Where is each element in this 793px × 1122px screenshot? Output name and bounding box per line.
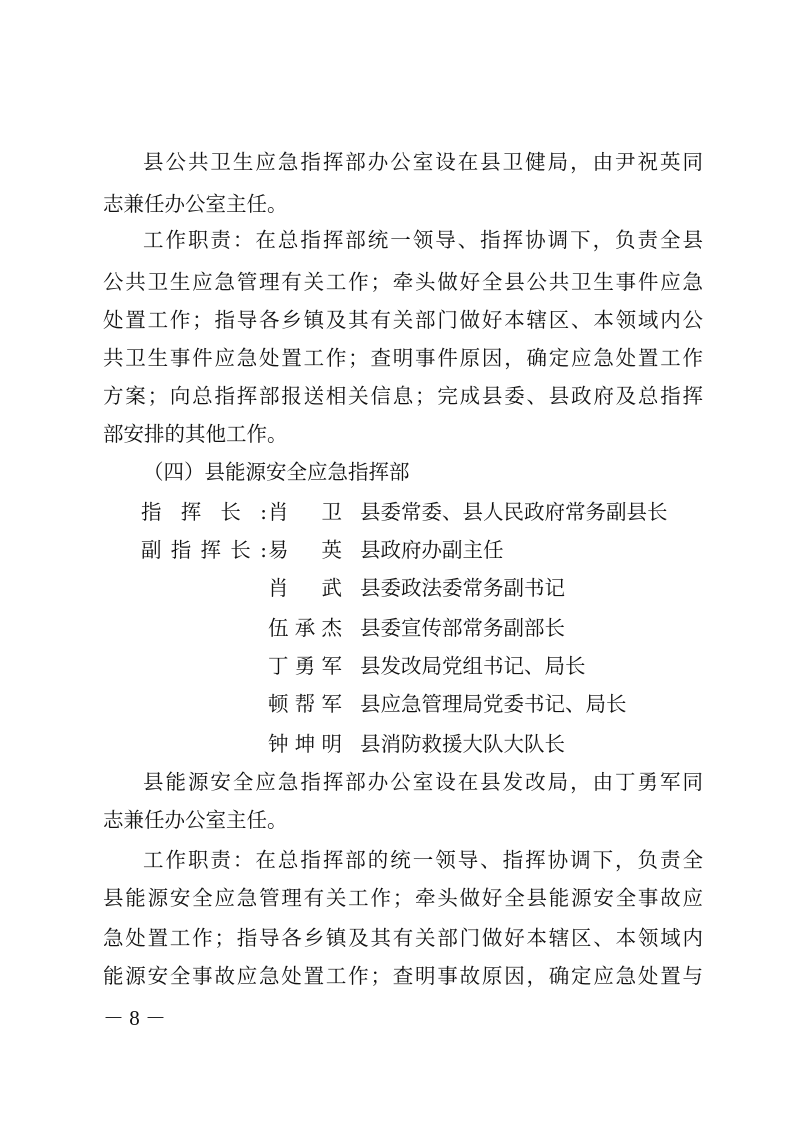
roster-post: 县消防救援大队大队长: [360, 732, 565, 756]
roster-role: 指挥长:: [141, 500, 267, 524]
roster-name: 肖卫: [268, 500, 342, 524]
paragraph-line: 县能源安全应急管理有关工作；牵头做好全县能源安全事故应: [103, 886, 703, 910]
roster-name: 丁勇军: [268, 654, 342, 678]
roster-post: 县政府办副主任: [360, 538, 504, 562]
roster-name: 钟坤明: [268, 732, 342, 756]
paragraph-line: 公共卫生应急管理有关工作；牵头做好全县公共卫生事件应急: [103, 270, 703, 294]
paragraph-line: 志兼任办公室主任。: [103, 192, 288, 216]
roster-name: 易英: [268, 538, 342, 562]
paragraph-line: 急处置工作；指导各乡镇及其有关部门做好本辖区、本领域内: [103, 926, 703, 950]
page-number: － 8 －: [103, 1006, 166, 1030]
paragraph-line: 工作职责：在总指挥部的统一领导、指挥协调下，负责全: [143, 848, 703, 872]
roster-post: 县委宣传部常务副部长: [360, 616, 565, 640]
paragraph-line: 工作职责：在总指挥部统一领导、指挥协调下，负责全县: [143, 228, 703, 252]
paragraph-line: 志兼任办公室主任。: [103, 808, 288, 832]
paragraph-line: 县公共卫生应急指挥部办公室设在县卫健局，由尹祝英同: [143, 150, 703, 174]
roster-post: 县发改局党组书记、局长: [360, 654, 586, 678]
paragraph-line: 能源安全事故应急处置工作；查明事故原因，确定应急处置与: [103, 964, 703, 988]
roster-name: 肖武: [268, 576, 342, 600]
roster-name: 伍承杰: [268, 616, 342, 640]
roster-post: 县应急管理局党委书记、局长: [360, 692, 627, 716]
section-heading: （四）县能源安全应急指挥部: [143, 460, 410, 484]
paragraph-line: 方案；向总指挥部报送相关信息；完成县委、县政府及总指挥: [103, 384, 703, 408]
roster-name: 顿帮军: [268, 692, 342, 716]
paragraph-line: 县能源安全应急指挥部办公室设在县发改局，由丁勇军同: [143, 770, 703, 794]
roster-role: 副指挥长:: [141, 538, 267, 562]
paragraph-line: 部安排的其他工作。: [103, 422, 288, 446]
paragraph-line: 共卫生事件应急处置工作；查明事件原因，确定应急处置工作: [103, 346, 703, 370]
roster-post: 县委常委、县人民政府常务副县长: [360, 500, 668, 524]
roster-post: 县委政法委常务副书记: [360, 576, 565, 600]
paragraph-line: 处置工作；指导各乡镇及其有关部门做好本辖区、本领域内公: [103, 308, 703, 332]
